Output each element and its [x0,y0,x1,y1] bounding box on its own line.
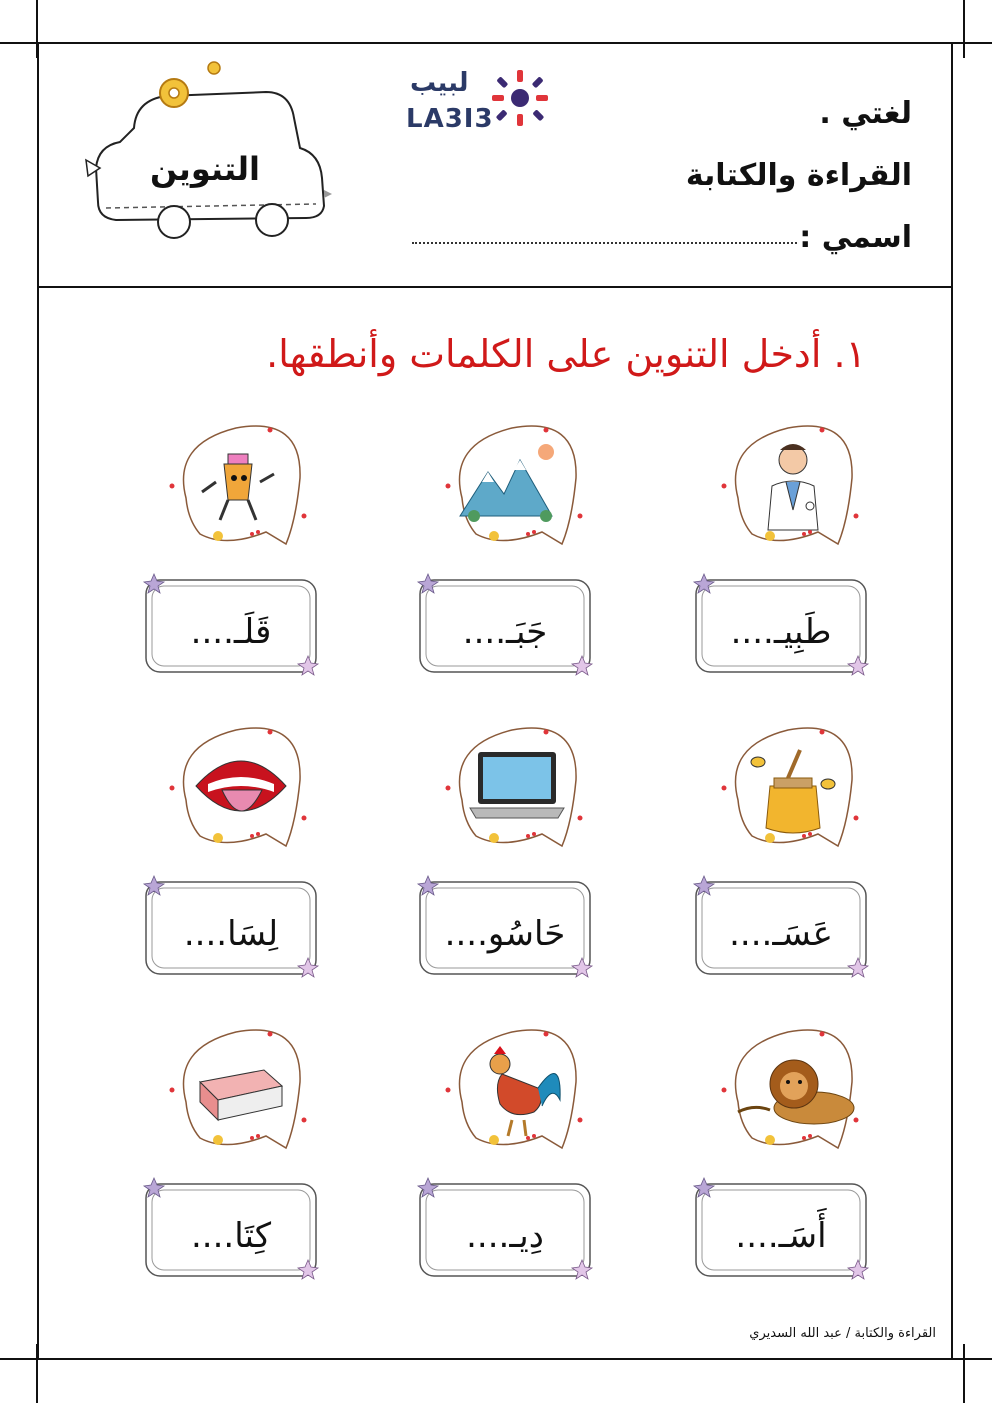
word-card[interactable] [690,874,872,980]
name-field[interactable] [412,238,797,244]
word-card[interactable] [690,1176,872,1282]
word-text: عَسَـ.... [729,914,833,954]
crop-mark [963,1344,965,1403]
crop-mark [963,0,965,58]
picture-frame [166,722,316,852]
laptop-icon [470,752,564,818]
labib-logo-icon [488,66,552,130]
word-text: حَاسُو.... [444,914,566,954]
header-divider [37,286,953,288]
picture-frame [166,1024,316,1154]
word-text: دِيـ.... [466,1216,544,1256]
word-card[interactable] [414,874,596,980]
word-card[interactable] [414,1176,596,1282]
word-card[interactable] [140,1176,322,1282]
word-text: طَبِيـ.... [730,612,832,652]
word-text: لِسَا.... [183,914,279,954]
footer-credit: القراءة والكتابة / عبد الله السديري [749,1326,936,1341]
word-text: كِتَا.... [190,1216,272,1256]
word-text: أَسَـ.... [735,1216,827,1256]
logo-text-arabic: لبيب [410,68,469,98]
word-text: قَلَـ.... [190,612,272,652]
word-card[interactable] [414,572,596,678]
picture-frame [166,420,316,550]
picture-frame [718,1024,868,1154]
picture-frame [442,722,592,852]
picture-frame [442,1024,592,1154]
word-text: جَبَـ.... [462,612,548,652]
name-label: اسمي : [799,220,912,255]
lesson-title: التنوين [150,150,260,188]
picture-frame [718,420,868,550]
word-card[interactable] [140,572,322,678]
exercise-instruction: ١. أدخل التنوين على الكلمات وأنطقها. [266,332,866,376]
word-card[interactable] [690,572,872,678]
skill-title: القراءة والكتابة [685,158,912,193]
word-card[interactable] [140,874,322,980]
subject-title: لغتي . [819,96,912,131]
picture-frame [442,420,592,550]
logo-text-latin: LA3I3 [406,104,494,134]
picture-frame [718,722,868,852]
